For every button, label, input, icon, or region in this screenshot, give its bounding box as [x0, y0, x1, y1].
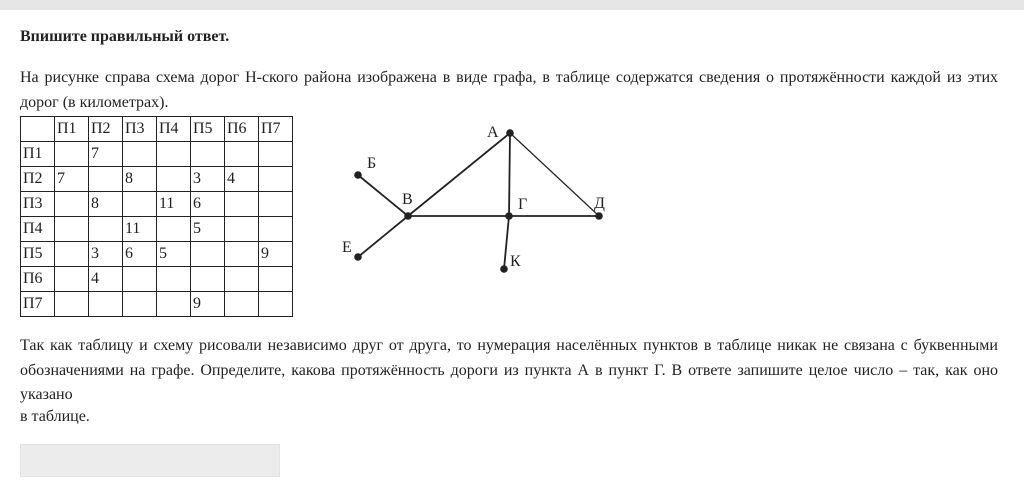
answer-input[interactable]	[20, 444, 280, 477]
node-k	[500, 265, 508, 273]
table-row-header: П7	[21, 292, 55, 317]
edge-a-v	[408, 133, 510, 216]
table-header-cell	[21, 117, 55, 142]
node-g	[505, 212, 513, 220]
node-a	[506, 129, 514, 137]
table-cell: 7	[89, 142, 123, 167]
table-cell	[55, 267, 89, 292]
table-row-header: П1	[21, 142, 55, 167]
road-graph	[320, 115, 620, 275]
table-cell: 7	[55, 167, 89, 192]
table-cell: 11	[157, 192, 191, 217]
table-cell	[123, 292, 157, 317]
table-header-cell: П4	[157, 117, 191, 142]
table-cell	[157, 267, 191, 292]
table-cell	[225, 242, 259, 267]
table-row-header: П5	[21, 242, 55, 267]
node-d	[595, 212, 603, 220]
table-cell: 4	[89, 267, 123, 292]
edge-g-k	[504, 216, 509, 269]
distance-table	[20, 116, 293, 317]
table-cell	[225, 192, 259, 217]
table-cell	[225, 292, 259, 317]
table-cell	[55, 142, 89, 167]
table-cell	[123, 192, 157, 217]
table-cell	[259, 142, 293, 167]
table-cell	[225, 267, 259, 292]
table-cell	[259, 192, 293, 217]
table-cell	[191, 242, 225, 267]
table-cell: 3	[191, 167, 225, 192]
label-a: А	[487, 124, 499, 141]
label-v: В	[402, 191, 413, 208]
table-row-header: П2	[21, 167, 55, 192]
table-cell	[89, 217, 123, 242]
table-row	[21, 192, 293, 217]
label-k: К	[510, 253, 521, 270]
table-header-row	[21, 117, 293, 142]
table-cell	[123, 142, 157, 167]
task-intro: На рисунке справа схема дорог Н-ского района изображена в виде графа, в таблице содержатся сведения о протяжённости каждой из этих дорог (в километрах).	[20, 69, 998, 111]
table-row	[21, 292, 293, 317]
table-cell: 11	[123, 217, 157, 242]
edge-e-v	[358, 216, 408, 257]
table-row-header: П4	[21, 217, 55, 242]
table-row	[21, 217, 293, 242]
node-v	[404, 212, 412, 220]
table-cell: 9	[259, 242, 293, 267]
table-cell	[259, 267, 293, 292]
table-header-cell: П2	[89, 117, 123, 142]
table-cell	[55, 242, 89, 267]
task-question-tail: в таблице.	[20, 408, 90, 425]
table-cell	[259, 167, 293, 192]
table-cell	[55, 192, 89, 217]
table-header-cell: П7	[259, 117, 293, 142]
label-d: Д	[594, 195, 605, 212]
table-cell: 9	[191, 292, 225, 317]
table-cell: 5	[157, 242, 191, 267]
table-header-cell: П6	[225, 117, 259, 142]
table-cell	[55, 217, 89, 242]
table-cell	[191, 267, 225, 292]
task-question: Так как таблицу и схему рисовали независимо друг от друга, то нумерация населённых пунктов в таблице никак не связана с буквенными обозначениями на графе. Определите, какова протяжённость дороги из пункта А в пункт Г. В ответе запишите целое число – так, как оно указано	[20, 337, 998, 403]
table-cell	[89, 167, 123, 192]
label-e: Е	[342, 239, 352, 256]
table-cell	[55, 292, 89, 317]
edge-a-g	[509, 133, 510, 216]
label-b: Б	[367, 155, 377, 172]
node-e	[354, 253, 362, 261]
table-row	[21, 142, 293, 167]
table-cell: 6	[123, 242, 157, 267]
table-cell	[123, 267, 157, 292]
top-bar	[0, 0, 1024, 10]
table-header-cell: П5	[191, 117, 225, 142]
table-cell: 8	[123, 167, 157, 192]
table-row	[21, 267, 293, 292]
table-row-header: П3	[21, 192, 55, 217]
table-cell	[225, 217, 259, 242]
table-cell	[157, 292, 191, 317]
table-cell: 6	[191, 192, 225, 217]
node-b	[354, 171, 362, 179]
table-cell	[89, 292, 123, 317]
table-cell	[157, 167, 191, 192]
table-cell: 3	[89, 242, 123, 267]
table-cell: 5	[191, 217, 225, 242]
label-g: Г	[518, 196, 528, 213]
table-cell	[157, 142, 191, 167]
table-cell	[259, 292, 293, 317]
task-heading: Впишите правильный ответ.	[20, 28, 230, 45]
table-cell	[259, 217, 293, 242]
table-header-cell: П1	[55, 117, 89, 142]
table-header-cell: П3	[123, 117, 157, 142]
table-cell: 8	[89, 192, 123, 217]
table-cell	[157, 217, 191, 242]
table-row-header: П6	[21, 267, 55, 292]
table-row	[21, 167, 293, 192]
edge-b-v	[358, 175, 408, 216]
table-cell	[225, 142, 259, 167]
table-cell: 4	[225, 167, 259, 192]
table-cell	[191, 142, 225, 167]
table-row	[21, 242, 293, 267]
